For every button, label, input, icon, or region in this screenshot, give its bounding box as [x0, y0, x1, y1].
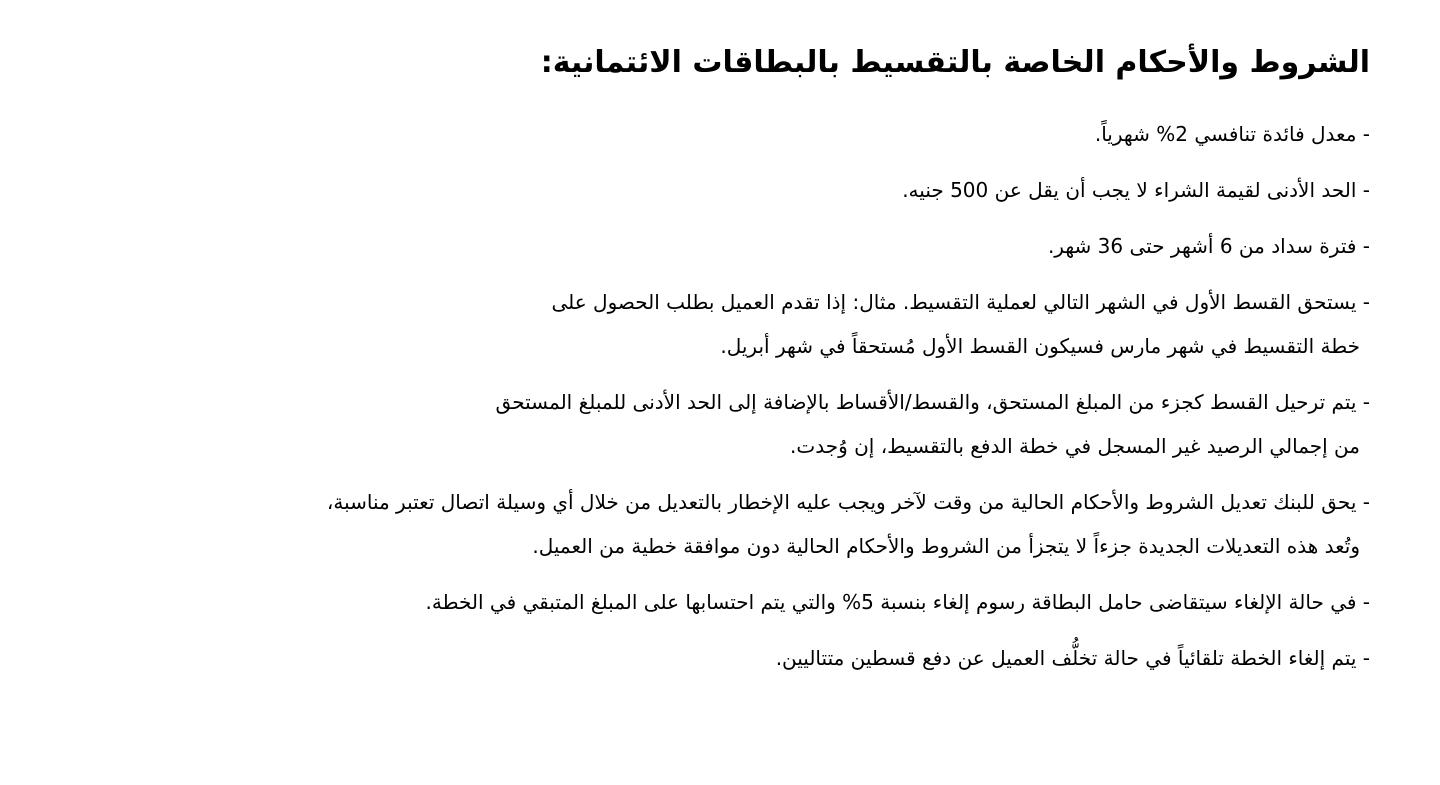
terms-item-line-continued: وتُعد هذه التعديلات الجديدة جزءاً لا يتجزأ من الشروط والأحكام الحالية دون موافقة خطية من العميل. [532, 534, 1360, 558]
terms-item-line: - يستحق القسط الأول في الشهر التالي لعملية التقسيط. مثال: إذا تقدم العميل بطلب الحصول على [551, 290, 1370, 314]
terms-item-line-continued: خطة التقسيط في شهر مارس فسيكون القسط الأول مُستحقاً في شهر أبريل. [720, 334, 1360, 358]
terms-item-line: - يتم إلغاء الخطة تلقائياً في حالة تخلُّف العميل عن دفع قسطين متتاليين. [775, 646, 1370, 670]
terms-item-cancellation-fee [120, 580, 1370, 624]
terms-item-bank-amendments [120, 480, 1370, 568]
terms-item-minimum-purchase [120, 168, 1370, 212]
terms-item-line: - يحق للبنك تعديل الشروط والأحكام الحالية من وقت لآخر ويجب عليه الإخطار بالتعديل من خلال أي وسيلة اتصال تعتبر مناسبة، [326, 490, 1370, 514]
terms-title: الشروط والأحكام الخاصة بالتقسيط بالبطاقات الائتمانية: [540, 45, 1370, 80]
terms-item-line: - في حالة الإلغاء سيتقاضى حامل البطاقة رسوم إلغاء بنسبة 5% والتي يتم احتسابها على المبلغ المتبقي في الخطة. [425, 590, 1370, 614]
terms-section [120, 38, 1370, 692]
terms-item-line: - يتم ترحيل القسط كجزء من المبلغ المستحق، والقسط/الأقساط بالإضافة إلى الحد الأدنى للمبلغ المستحق [495, 390, 1370, 414]
terms-item-line: - الحد الأدنى لقيمة الشراء لا يجب أن يقل عن 500 جنيه. [902, 178, 1370, 202]
terms-list [120, 112, 1370, 680]
terms-item-line-continued: من إجمالي الرصيد غير المسجل في خطة الدفع بالتقسيط، إن وُجدت. [790, 434, 1360, 458]
terms-item-installment-posting [120, 380, 1370, 468]
terms-item-first-installment [120, 280, 1370, 368]
terms-item-line: - معدل فائدة تنافسي 2% شهرياً. [1094, 122, 1370, 146]
terms-item-line: - فترة سداد من 6 أشهر حتى 36 شهر. [1047, 234, 1370, 258]
terms-item-auto-cancellation [120, 636, 1370, 680]
terms-item-repayment-period [120, 224, 1370, 268]
terms-item-interest-rate [120, 112, 1370, 156]
